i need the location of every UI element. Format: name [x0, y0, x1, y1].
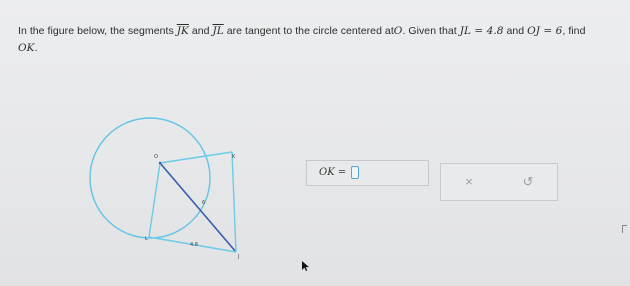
- question-and-2: and: [506, 25, 525, 37]
- tangent-figure-svg: [85, 105, 260, 275]
- circle: [90, 118, 210, 238]
- answer-box: [306, 160, 429, 186]
- label-lj-length: 4.8: [190, 242, 198, 248]
- target-ok: OK: [18, 42, 35, 54]
- label-oj-length: 6: [202, 200, 206, 206]
- label-k: K: [232, 154, 236, 160]
- corner-bracket-icon: [622, 225, 627, 233]
- action-panel: [440, 163, 558, 201]
- undo-button[interactable]: [518, 172, 538, 192]
- label-l: L: [145, 236, 148, 242]
- label-o: O: [154, 154, 158, 160]
- segment-ok: [160, 152, 232, 163]
- segment-jk: $\overline{JK}$: [176, 25, 189, 37]
- segment-jl: $\overline{JL}$: [212, 25, 224, 37]
- segment-kj: [232, 152, 236, 252]
- question-text: [18, 23, 618, 57]
- mouse-cursor-svg: [302, 261, 310, 271]
- given-oj: OJ = 6: [527, 25, 563, 37]
- question-given: . Given that: [402, 25, 457, 37]
- question-prefix: In the figure below, the segments: [18, 25, 174, 37]
- given-jl: JL = 4.8: [459, 25, 504, 37]
- segment-ol: [149, 163, 160, 237]
- question-find: , find: [562, 25, 586, 37]
- question-mid: are tangent to the circle centered at: [226, 25, 394, 37]
- clear-button[interactable]: [459, 172, 479, 192]
- label-j: J: [238, 254, 240, 260]
- close-icon: ×: [465, 174, 473, 189]
- tangent-figure: [85, 105, 260, 275]
- question-end: .: [34, 42, 38, 54]
- question-and-1: and: [191, 25, 210, 37]
- point-o: [159, 162, 161, 164]
- answer-input[interactable]: [351, 166, 359, 179]
- segment-oj: [160, 163, 236, 252]
- answer-label: OK =: [319, 167, 347, 178]
- undo-icon: ↺: [522, 174, 534, 189]
- center-label: O: [393, 25, 403, 37]
